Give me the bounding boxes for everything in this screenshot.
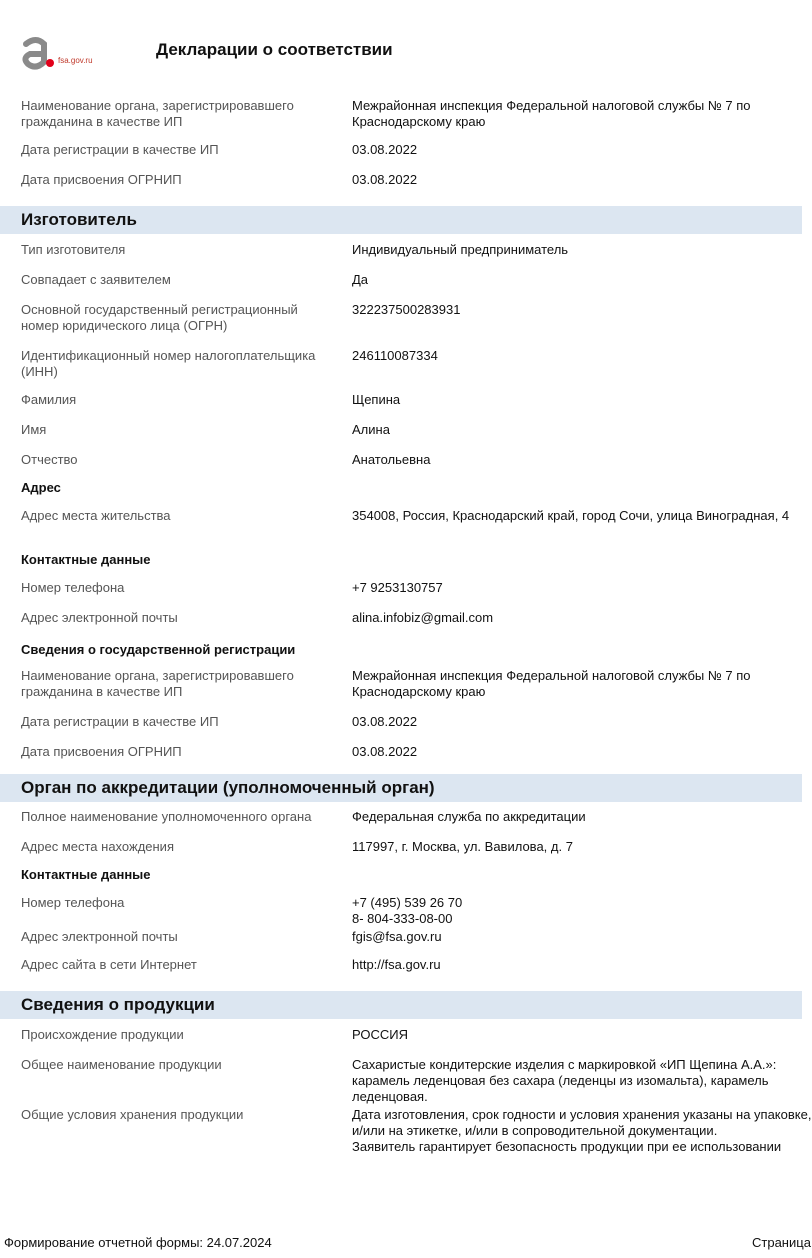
row-accred-location	[0, 839, 802, 867]
subheading-state-reg	[0, 642, 802, 668]
value: Алина	[352, 422, 390, 437]
document-content	[0, 96, 812, 1157]
label: Дата присвоения ОГРНИП	[21, 172, 182, 187]
subheading-text: Адрес	[21, 480, 61, 495]
row-name	[0, 422, 802, 452]
row-residence	[0, 508, 802, 552]
label: Дата регистрации в качестве ИП	[21, 142, 219, 157]
label: Отчество	[21, 452, 78, 467]
subheading-text: Контактные данные	[21, 552, 151, 567]
subheading-address	[0, 480, 802, 508]
row-phone	[0, 580, 802, 610]
value: Межрайонная инспекция Федеральной налоговой службы № 7 по Краснодарскому краю	[352, 98, 751, 129]
section-title: Орган по аккредитации (уполномоченный орган)	[21, 778, 435, 797]
logo-text: fsa.gov.ru	[58, 56, 93, 65]
row-product-storage	[0, 1107, 812, 1157]
page-number: Страница	[752, 1235, 811, 1250]
value: alina.infobiz@gmail.com	[352, 610, 494, 625]
row-ogrn	[0, 302, 802, 348]
subheading-text: Сведения о государственной регистрации	[21, 642, 296, 657]
value: Межрайонная инспекция Федеральной налоговой службы № 7 по Краснодарскому краю	[352, 668, 751, 699]
row-accred-site	[0, 957, 802, 991]
label: Идентификационный номер налогоплательщика (ИНН)	[21, 348, 316, 379]
label: Общее наименование продукции	[21, 1057, 222, 1072]
report-generated-date: Формирование отчетной формы: 24.07.2024	[4, 1235, 272, 1250]
value: 322237500283931	[352, 302, 461, 317]
label: Адрес электронной почты	[21, 610, 178, 625]
value: 03.08.2022	[352, 744, 418, 759]
row-product-name	[0, 1057, 802, 1107]
value: http://fsa.gov.ru	[352, 957, 441, 972]
row-product-origin	[0, 1027, 802, 1057]
row-ogrnip-date	[0, 172, 802, 206]
subheading-contacts	[0, 552, 802, 580]
row-reg-date	[0, 142, 802, 172]
row-reg-date-2	[0, 714, 802, 744]
page-header	[0, 0, 802, 88]
subheading-text: Контактные данные	[21, 867, 151, 882]
row-surname	[0, 392, 802, 422]
label: Фамилия	[21, 392, 77, 407]
value: +7 9253130757	[352, 580, 443, 595]
value	[352, 1107, 812, 1155]
value: 03.08.2022	[352, 714, 418, 729]
value: Федеральная служба по аккредитации	[352, 809, 586, 824]
row-inn	[0, 348, 802, 392]
label: Дата регистрации в качестве ИП	[21, 714, 219, 729]
label: Тип изготовителя	[21, 242, 126, 257]
label: Полное наименование уполномоченного органа	[21, 809, 312, 824]
row-reg-org	[0, 96, 802, 142]
label: Наименование органа, зарегистрировавшего гражданина в качестве ИП	[21, 668, 294, 699]
row-email	[0, 610, 802, 642]
label: Имя	[21, 422, 47, 437]
row-accred-email	[0, 929, 802, 957]
storage-text-2: Заявитель гарантирует безопасность продукции при ее использовании	[352, 1139, 782, 1154]
row-same-as-applicant	[0, 272, 802, 302]
value: 03.08.2022	[352, 172, 418, 187]
label: Номер телефона	[21, 895, 125, 910]
label: Наименование органа, зарегистрировавшего гражданина в качестве ИП	[21, 98, 294, 129]
section-manufacturer	[0, 206, 802, 234]
label: Основной государственный регистрационный номер юридического лица (ОГРН)	[21, 302, 298, 333]
section-title: Сведения о продукции	[21, 995, 215, 1014]
label: Адрес электронной почты	[21, 929, 178, 944]
row-ogrnip-date-2	[0, 744, 802, 774]
section-title: Изготовитель	[21, 210, 137, 229]
value: fgis@fsa.gov.ru	[352, 929, 442, 944]
section-accreditation	[0, 774, 802, 802]
row-reg-org-2	[0, 668, 802, 714]
fsa-logo	[20, 36, 130, 76]
value: 117997, г. Москва, ул. Вавилова, д. 7	[352, 839, 573, 854]
value: 03.08.2022	[352, 142, 418, 157]
value: Сахаристые кондитерские изделия с маркировкой «ИП Щепина А.А.»: карамель леденцовая без сахара (леденцы из изомальта), карамель леденцовая.	[352, 1057, 777, 1104]
label: Адрес места жительства	[21, 508, 171, 523]
label: Адрес места нахождения	[21, 839, 174, 854]
phone-line-1: +7 (495) 539 26 70	[352, 895, 463, 910]
value: РОССИЯ	[352, 1027, 409, 1042]
label: Совпадает с заявителем	[21, 272, 171, 287]
page-title: Декларации о соответствии	[156, 40, 393, 59]
label: Происхождение продукции	[21, 1027, 184, 1042]
value: Щепина	[352, 392, 401, 407]
storage-text-1: Дата изготовления, срок годности и условия хранения указаны на упаковке, и/или на этикетке, и/или в сопроводительной документации.	[352, 1107, 812, 1138]
value: 246110087334	[352, 348, 438, 363]
label: Дата присвоения ОГРНИП	[21, 744, 182, 759]
row-accred-fullname	[0, 809, 802, 839]
value: 354008, Россия, Краснодарский край, город Сочи, улица Виноградная, 4	[352, 508, 790, 523]
value: Анатольевна	[352, 452, 431, 467]
value	[352, 895, 812, 927]
phone-line-2: 8- 804-333-08-00	[352, 911, 453, 926]
label: Адрес сайта в сети Интернет	[21, 957, 197, 972]
row-manufacturer-type	[0, 242, 802, 272]
label: Общие условия хранения продукции	[21, 1107, 244, 1122]
value: Индивидуальный предприниматель	[352, 242, 569, 257]
row-accred-phone	[0, 895, 802, 929]
label: Номер телефона	[21, 580, 125, 595]
value: Да	[352, 272, 369, 287]
row-patronymic	[0, 452, 802, 480]
section-product	[0, 991, 802, 1019]
subheading-accred-contacts	[0, 867, 802, 895]
